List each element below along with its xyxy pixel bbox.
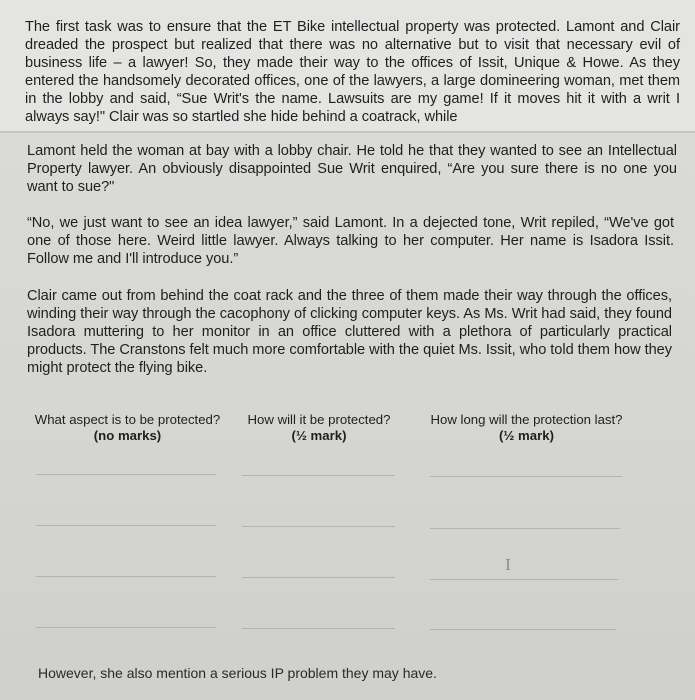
answer-line-method[interactable]	[242, 475, 395, 476]
paragraph-4: Clair came out from behind the coat rack and the three of them made their way through the offices, winding their way through the cacophony of clicking computer keys. As Ms. Writ had said, they found Isadora muttering to her monitor in an office cluttered with a plethora of particularly practical products. The Cranstons felt much more comfortable with the quiet Ms. Issit, who told them how they might protect the flying bike.	[27, 288, 672, 377]
column-header-aspect	[30, 412, 225, 444]
paragraph-1: The first task was to ensure that the ET Bike intellectual property was protected. Lamont and Clair dreaded the prospect but realized that there was no alternative but to visit that necessary evil of business life – a lawyer! So, they made their way to the offices of Issit, Unique & Howe. As they entered the handsomely decorated offices, one of the lawyers, a large domineering woman, met them in the lobby and said, “Sue Writ's the name. Lawsuits are my game! If it moves hit it with a writ I always say!" Clair was so startled she hide behind a coatrack, while	[25, 19, 680, 126]
paragraph-3: “No, we just want to see an idea lawyer,” said Lamont. In a dejected tone, Writ repiled, “We've got one of those here. Weird little lawyer. Always talking to her computer. Her name is Isadora Issit. Follow me and I'll introduce you.”	[27, 215, 674, 268]
answer-line-aspect[interactable]	[36, 474, 216, 475]
text-cursor-icon: I	[505, 556, 511, 574]
answer-line-method[interactable]	[242, 577, 395, 578]
answer-line-duration[interactable]	[430, 579, 618, 580]
column-question: What aspect is to be protected?	[34, 412, 221, 427]
footer-text: However, she also mention a serious IP problem they may have.	[38, 665, 437, 681]
column-marks: (no marks)	[93, 428, 162, 443]
paragraph-2: Lamont held the woman at bay with a lobby chair. He told he that they wanted to see an Intellectual Property lawyer. An obviously disappointed Sue Writ enquired, “Are you sure there is no one you want to sue?"	[27, 143, 677, 196]
column-marks: (½ mark)	[291, 428, 347, 443]
answer-line-aspect[interactable]	[36, 576, 216, 577]
answer-line-aspect[interactable]	[36, 627, 216, 628]
column-question: How will it be protected?	[247, 412, 391, 427]
column-header-method	[240, 412, 398, 444]
answer-line-method[interactable]	[242, 628, 395, 629]
answer-line-aspect[interactable]	[36, 525, 216, 526]
answer-line-duration[interactable]	[430, 476, 622, 477]
column-header-duration	[424, 412, 629, 444]
answer-line-duration[interactable]	[430, 528, 620, 529]
column-marks: (½ mark)	[499, 428, 554, 443]
answer-line-method[interactable]	[242, 526, 395, 527]
answer-line-duration[interactable]	[430, 629, 616, 630]
column-question: How long will the protection last?	[430, 412, 623, 427]
